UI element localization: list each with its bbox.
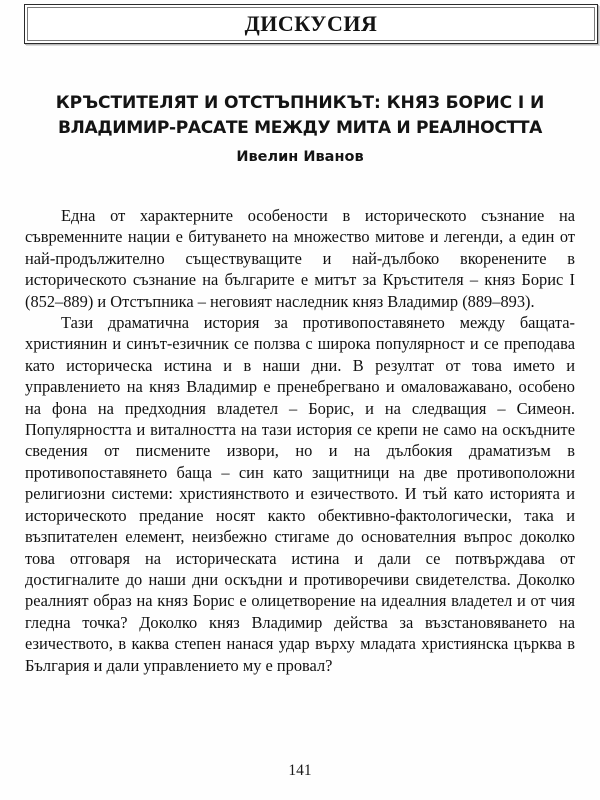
article-body (25, 205, 575, 676)
page-number: 141 (288, 762, 312, 779)
body-paragraph: Една от характерните особености в историческото съзнание на съвременните нации е битуването на множество митове и легенди, а един от най-продължително съществуващите и най-дълбоко вкоренените в историческото съзнание на българите е митът за Кръстителя – княз Борис I (852–889) и Отстъпника – неговият наследник княз Владимир (889–893). (25, 206, 575, 311)
article-title-line-2: ВЛАДИМИР-РАСАТЕ МЕЖДУ МИТА И РЕАЛНОСТТА (57, 118, 543, 139)
body-paragraph: Тази драматична история за противопоставянето между бащата-християнин и синът-езичник се ползва с широка популярност и се преподава като историческа истина и в наши дни. В резултат от това името и управлението на княз Владимир е пренебрегвано и омаловажавано, особено на фона на предходния владетел – Борис, и на следващия – Симеон. Популярността и виталността на тази история се крепи не само на оскъдните сведения от писмените извори, но и на дълбокия драматизъм в противопоставянето баща – син като защитници на две противоположни религиозни системи: християнството и езичеството. И тъй като историята и историческото предание носят както обективно-фактологически, така и възпитателен елемент, неизбежно стигаме до основателния въпрос доколко това отговаря на историческата истина и дали се потвърждава от достигналите до наши дни оскъдни и противоречиви свидетелства. Доколко реалният образ на княз Борис е олицетворение на идеалния владетел и от чия гледна точка? Доколко княз Владимир действа за възстановяването на езичеството, в каква степен нанася удар върху младата християнска църква в България и дали управлението му е провал? (25, 313, 575, 675)
article-title (42, 91, 558, 141)
section-banner (24, 4, 598, 44)
article-author: Ивелин Иванов (236, 149, 364, 165)
section-banner-label: ДИСКУСИЯ (244, 11, 378, 36)
article-title-line-1: КРЪСТИТЕЛЯТ И ОТСТЪПНИКЪТ: КНЯЗ БОРИС I И (55, 93, 545, 114)
